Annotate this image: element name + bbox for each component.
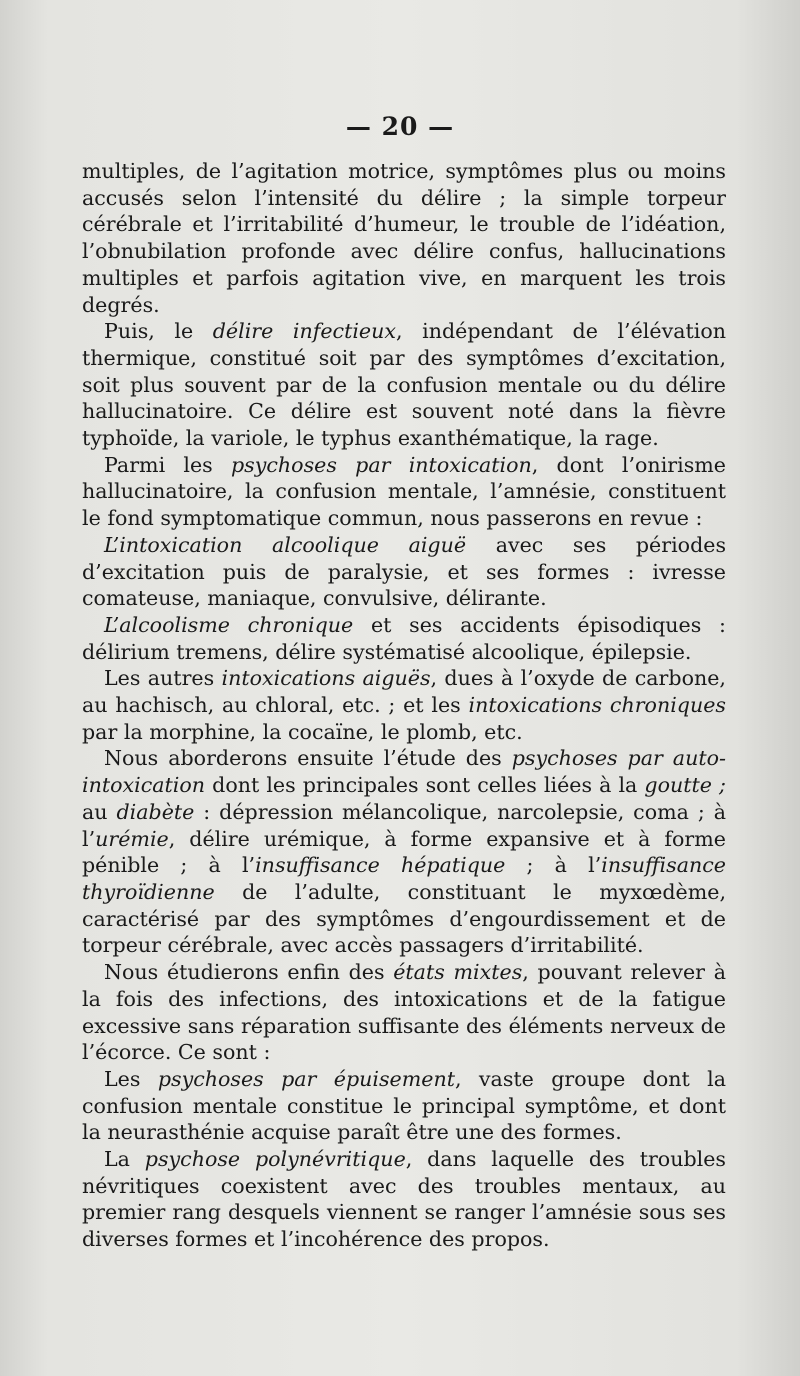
text-run: ; à l’ [505, 853, 602, 878]
italic-run: états mixtes [393, 960, 523, 985]
text-run: La [104, 1147, 145, 1172]
italic-run: L’intoxication alcoolique aiguë [104, 532, 467, 557]
italic-run: psychose polynévritique [144, 1147, 406, 1172]
text-run: par la morphine, la cocaïne, le plomb, etc. [82, 719, 523, 744]
paragraph [82, 452, 726, 532]
text-run: Les autres [104, 666, 222, 691]
italic-run: L’alcoolisme chronique [104, 612, 354, 637]
text-run: , indépendant de l’élévation thermique, constitué soit par des symptômes d’excitation, soit plus souvent par de la confusion mentale ou du délire hallucinatoire. Ce délire est souvent noté dans la fièvre typhoïde, la variole, le typhus exanthématique, la rage. [82, 319, 726, 451]
italic-run: intoxications aiguës [221, 666, 431, 691]
text-run: Puis, le [104, 319, 213, 344]
text-run: : dépression mélancolique, narcolepsie, coma ; à l’ [82, 799, 726, 851]
text-run: , vaste groupe dont la confusion mentale constitue le principal symptôme, et dont la neurasthénie acquise paraît être une des formes. [82, 1066, 727, 1145]
text-run: , délire urémique, à forme expansive et à forme pénible ; à l’ [82, 826, 726, 878]
text-run: multiples, de l’agitation motrice, symptômes plus ou moins accusés selon l’intensité du délire ; la simple torpeur cérébrale et l’irritabilité d’humeur, le trouble de l’idéation, l’obnubilation profonde avec délire confus, hallucinations multiples et parfois agitation vive, en marquent les trois degrés. [82, 159, 726, 317]
text-run: Nous étudierons enfin des [104, 960, 394, 985]
paragraph [82, 532, 726, 612]
text-run: avec ses périodes d’excitation puis de paralysie, et ses formes : ivresse comateuse, maniaque, convulsive, délirante. [82, 532, 727, 611]
paragraph [82, 1146, 726, 1253]
paragraph [82, 158, 726, 318]
text-run: Nous aborderons ensuite l’étude des [104, 746, 512, 771]
text-run: Les [104, 1066, 158, 1091]
text-run: et ses accidents épisodiques : délirium tremens, délire systématisé alcoolique, épilepsie. [82, 612, 726, 664]
italic-run: intoxications chroniques [468, 693, 726, 718]
italic-run: diabète [116, 799, 195, 824]
italic-run: psychoses par auto-intoxication [82, 746, 726, 798]
body-text [82, 158, 726, 1253]
italic-run: insuffisance hépatique [255, 853, 506, 878]
paragraph [82, 745, 726, 959]
text-run: Parmi les [104, 452, 231, 477]
paragraph [82, 318, 726, 452]
paragraph [82, 959, 726, 1066]
italic-run: goutte ; [644, 773, 727, 798]
text-run: au [82, 799, 117, 824]
text-run: , dans laquelle des troubles névritiques coexistent avec des troubles mentaux, au premier rang desquels viennent se ranger l’amnésie sous ses diverses formes et l’incohérence des propos. [82, 1147, 726, 1252]
text-run: , dues à l’oxyde de carbone, au hachisch, au chloral, etc. ; et les [82, 666, 726, 718]
page-number: — 20 — [345, 112, 455, 141]
text-run: , dont l’onirisme hallucinatoire, la confusion mentale, l’amnésie, constituent le fond symptomatique commun, nous passerons en revue : [82, 452, 726, 531]
italic-run: urémie [95, 826, 169, 851]
italic-run: psychoses par épuisement [157, 1066, 455, 1091]
text-run: , pouvant relever à la fois des infections, des intoxications et de la fatigue excessive sans réparation suffisante des éléments nerveux de l’écorce. Ce sont : [82, 960, 726, 1065]
italic-run: psychoses par intoxication [231, 452, 532, 477]
text-run: de l’adulte, constituant le myxœdème, caractérisé par des symptômes d’engourdissement et de torpeur cérébrale, avec accès passagers d’irritabilité. [82, 879, 726, 958]
paragraph [82, 1066, 726, 1146]
paragraph [82, 665, 726, 745]
paragraph [82, 612, 726, 665]
text-run: dont les principales sont celles liées à la [205, 773, 645, 798]
italic-run: insuffisance thyroïdienne [82, 853, 726, 904]
italic-run: délire infectieux [212, 319, 396, 344]
